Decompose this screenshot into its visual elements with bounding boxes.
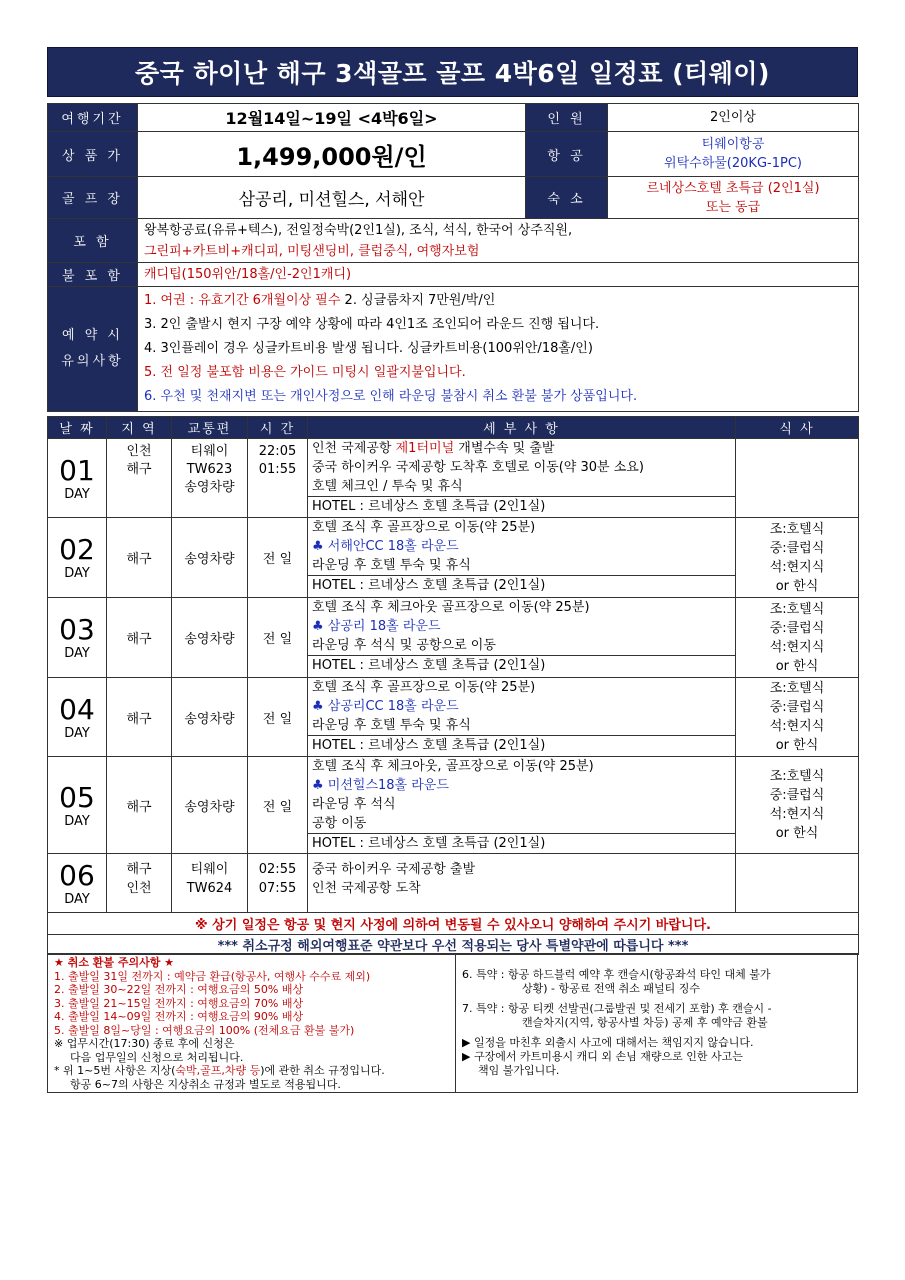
note-6: 6. 우천 및 천재지변 또는 개인사정으로 인해 라운딩 불참시 취소 환불 불가 상품입니다.	[144, 389, 638, 404]
time: 전 일	[248, 518, 308, 598]
golf-label: 골 프 장	[48, 177, 138, 219]
period-label: 여행기간	[48, 104, 138, 132]
hotel-value	[608, 177, 859, 219]
day-number: 06	[59, 858, 95, 892]
detail-line: 호텔 조식 후 골프장으로 이동(약 25분)	[312, 680, 536, 695]
golf-value: 삼공리, 미션힐스, 서해안	[138, 177, 526, 219]
cancel-policy-right	[456, 954, 857, 1092]
meal-cell: 조:호텔식 중:클럽식 석:현지식 or 한식	[736, 598, 859, 678]
day-number: 02	[59, 533, 95, 566]
header-details: 세 부 사 항	[308, 417, 736, 439]
region: 해구	[107, 518, 172, 598]
details-cell	[308, 854, 736, 913]
time: 22:05	[258, 444, 297, 459]
detail-line: 라운딩 후 호텔 투숙 및 휴식	[312, 718, 471, 733]
include-label: 포 함	[48, 219, 138, 263]
day-row-2	[48, 518, 859, 598]
day-number: 04	[59, 692, 95, 726]
cancel-item: 2. 출발일 30~22일 전까지 : 여행요금의 50% 배상	[54, 983, 304, 996]
day-row-3	[48, 598, 859, 678]
meal-cell	[736, 854, 859, 913]
cancel-item: 5. 출발일 8일~당일 : 여행요금의 100% (전체요금 환불 불가)	[54, 1023, 355, 1037]
air-line2: 위탁수하물(20KG-1PC)	[664, 156, 802, 171]
day-number: 05	[59, 780, 95, 814]
detail-line: 호텔 체크인 / 투숙 및 휴식	[312, 479, 463, 494]
day-label: DAY	[64, 891, 90, 907]
people-value: 2인이상	[608, 104, 859, 132]
day-label: DAY	[64, 725, 90, 741]
liability-note-cont: 책임 불가입니다.	[478, 1064, 560, 1077]
air-value	[608, 132, 859, 177]
cancel-item: 4. 출발일 14~09일 전까지 : 여행요금의 90% 배상	[54, 1010, 304, 1023]
rule-note: * 위 1~5번 사항은 지상(숙박,골프,차량 등)에 관한 취소 규정입니다.	[54, 1064, 385, 1077]
header-region: 지 역	[107, 417, 172, 439]
details-cell	[308, 678, 736, 757]
time: 전 일	[248, 598, 308, 678]
golf-round-line: ♣ 삼공리CC 18홀 라운드	[312, 699, 459, 714]
period-value: 12월14일~19일 <4박6일>	[138, 104, 526, 132]
note-3: 3. 2인 출발시 현지 구장 예약 상황에 따라 4인1조 조인되어 라운드 진행 됩니다.	[144, 317, 600, 332]
time: 전 일	[248, 757, 308, 854]
note-4: 4. 3인플레이 경우 싱글카트비용 발생 됩니다. 싱글카트비용(100위안/18홀/인)	[144, 341, 593, 356]
region-cell	[107, 854, 172, 913]
cancel-title: ★ 취소 환불 주의사항 ★	[54, 956, 175, 969]
detail-line: 호텔 조식 후 체크아웃 골프장으로 이동(약 25분)	[312, 600, 590, 615]
transport: 송영차량	[172, 598, 248, 678]
golf-round-line: ♣ 삼공리 18홀 라운드	[312, 619, 441, 634]
region: 인천	[126, 881, 152, 896]
note-2: 2. 싱글룸차지 7만원/박/인	[340, 293, 496, 308]
note-1-2	[144, 289, 852, 313]
special-term-6: 6. 특약 : 항공 하드블럭 예약 후 캔슬시(항공좌석 타인 대체 불가	[462, 968, 771, 981]
time: 01:55	[258, 462, 297, 477]
include-value	[138, 219, 859, 263]
transport-cell	[172, 439, 248, 518]
time-cell	[248, 439, 308, 518]
region: 해구	[126, 462, 152, 477]
detail-line: 호텔 조식 후 골프장으로 이동(약 25분)	[312, 520, 536, 535]
meal-cell: 조:호텔식 중:클럽식 석:현지식 or 한식	[736, 518, 859, 598]
include-line1: 왕복항공료(유류+텍스), 전일정숙박(2인1실), 조식, 석식, 한국어 상주직원,	[144, 222, 573, 238]
hotel-label: 숙 소	[526, 177, 608, 219]
special-term-7-cont: 캔슬차지(지역, 항공사별 차등) 공제 후 예약금 환불	[522, 1016, 768, 1029]
golf-round-line: ♣ 미션힐스18홀 라운드	[312, 778, 449, 793]
schedule-notice: ※ 상기 일정은 항공 및 현지 사정에 의하여 변동될 수 있사오니 양해하여 주시기 바랍니다.	[48, 913, 859, 935]
transport-cell	[172, 854, 248, 913]
hotel-line: HOTEL : 르네상스 호텔 초특급 (2인1실)	[308, 655, 735, 675]
liability-note: ▶ 구장에서 카트미용시 캐디 외 손님 재량으로 인한 사고는	[462, 1050, 743, 1063]
golf-round-line: ♣ 서해안CC 18홀 라운드	[312, 539, 459, 554]
exclude-label: 불 포 함	[48, 263, 138, 287]
meal-cell	[736, 439, 859, 518]
detail-line: 라운딩 후 석식	[312, 797, 396, 812]
details-cell	[308, 598, 736, 678]
note-5: 5. 전 일정 불포함 비용은 가이드 미팅시 일괄지불입니다.	[144, 365, 466, 380]
schedule-table	[47, 416, 859, 955]
notes-label-1: 예 약 시	[62, 328, 123, 343]
detail-line: 중국 하이커우 국제공항 도착후 호텔로 이동(약 30분 소요)	[312, 460, 644, 475]
include-line2: 그린피+카트비+캐디피, 미팅샌딩비, 클럽중식, 여행자보험	[144, 243, 480, 259]
day-cell	[48, 757, 107, 854]
detail-line: 인천 국제공항 제1터미널 개별수속 및 출발	[312, 441, 555, 456]
detail-line: 라운딩 후 석식 및 공항으로 이동	[312, 638, 496, 653]
transport: 송영차량	[172, 678, 248, 757]
hotel-line: HOTEL : 르네상스 호텔 초특급 (2인1실)	[308, 833, 735, 853]
header-transport: 교통편	[172, 417, 248, 439]
special-term-6-cont: 상황) - 항공료 전액 취소 패널티 징수	[522, 982, 701, 995]
header-meals: 식 사	[736, 417, 859, 439]
cancel-item: 1. 출발일 31일 전까지 : 예약금 환급(항공사, 여행사 수수료 제외)	[54, 969, 371, 983]
day-row-1	[48, 439, 859, 518]
day-label: DAY	[64, 813, 90, 829]
exclude-value: 캐디팁(150위안/18홀/인-2인1캐디)	[138, 263, 859, 287]
region: 해구	[126, 862, 152, 877]
cancel-policy-left	[48, 954, 456, 1092]
cancel-policy-notice: *** 취소규정 해외여행표준 약관보다 우선 적용되는 당사 특별약관에 따릅니다 ***	[48, 935, 859, 955]
day-cell	[48, 678, 107, 757]
detail-line: 중국 하이커우 국제공항 출발	[312, 862, 476, 877]
day-row-4	[48, 678, 859, 757]
people-label: 인 원	[526, 104, 608, 132]
detail-line: 인천 국제공항 도착	[312, 881, 421, 896]
transport: TW624	[186, 881, 233, 896]
notes-label-2: 유의사항	[61, 354, 124, 369]
day-row-6	[48, 854, 859, 913]
details-cell	[308, 439, 736, 518]
hotel-line: HOTEL : 르네상스 호텔 초특급 (2인1실)	[308, 496, 735, 516]
hotel-line1: 르네상스호텔 초특급 (2인1실)	[646, 180, 820, 196]
note-1: 1. 여권 : 유효기간 6개월이상 필수	[144, 293, 341, 308]
day-cell	[48, 439, 107, 518]
cancel-policy-box	[47, 953, 858, 1093]
header-time: 시 간	[248, 417, 308, 439]
notes-label	[48, 287, 138, 412]
transport: 송영차량	[172, 518, 248, 598]
day-number: 01	[59, 453, 95, 487]
day-cell	[48, 854, 107, 913]
day-number: 03	[59, 613, 95, 646]
air-line1: 티웨이항공	[701, 137, 765, 152]
day-label: DAY	[64, 566, 90, 581]
time-cell	[248, 854, 308, 913]
day-cell	[48, 598, 107, 678]
special-term-7: 7. 특약 : 항공 티켓 선발권(그룹발권 및 전세기 포함) 후 캔슬시 -	[462, 1002, 772, 1015]
day-label: DAY	[64, 646, 90, 661]
day-row-5	[48, 757, 859, 854]
transport: 티웨이	[190, 444, 229, 459]
transport: TW623	[186, 462, 233, 477]
meal-cell: 조:호텔식 중:클럽식 석:현지식 or 한식	[736, 678, 859, 757]
day-label: DAY	[64, 486, 90, 502]
price-value: 1,499,000원/인	[138, 132, 526, 177]
region: 해구	[107, 678, 172, 757]
office-hours-note: ※ 업무시간(17:30) 종료 후에 신청은	[54, 1037, 235, 1050]
cancel-item: 3. 출발일 21~15일 전까지 : 여행요금의 70% 배상	[54, 996, 304, 1010]
header-date: 날 짜	[48, 417, 107, 439]
detail-line: 라운딩 후 호텔 투숙 및 휴식	[312, 558, 471, 573]
region: 인천	[126, 444, 152, 459]
office-hours-note: 다음 업무일의 신청으로 처리됩니다.	[70, 1050, 244, 1064]
info-table	[47, 103, 859, 412]
time: 전 일	[248, 678, 308, 757]
page-title: 중국 하이난 해구 3색골프 골프 4박6일 일정표 (티웨이)	[47, 47, 858, 97]
rule-note: 항공 6~7의 사항은 지상취소 규정과 별도로 적용됩니다.	[70, 1077, 341, 1091]
day-cell	[48, 518, 107, 598]
price-label: 상 품 가	[48, 132, 138, 177]
region: 해구	[107, 757, 172, 854]
hotel-line: HOTEL : 르네상스 호텔 초특급 (2인1실)	[308, 575, 735, 595]
detail-line: 호텔 조식 후 체크아웃, 골프장으로 이동(약 25분)	[312, 759, 594, 774]
air-label: 항 공	[526, 132, 608, 177]
details-cell	[308, 518, 736, 598]
liability-note: ▶ 일정을 마친후 외출시 사고에 대해서는 책임지지 않습니다.	[462, 1036, 754, 1049]
time: 02:55	[258, 862, 297, 877]
transport: 송영차량	[184, 480, 235, 495]
detail-line: 공항 이동	[312, 816, 367, 831]
time: 07:55	[258, 881, 297, 896]
notes-list	[138, 287, 859, 412]
transport: 티웨이	[190, 862, 229, 877]
region: 해구	[107, 598, 172, 678]
transport: 송영차량	[172, 757, 248, 854]
meal-cell: 조:호텔식 중:클럽식 석:현지식 or 한식	[736, 757, 859, 854]
hotel-line: HOTEL : 르네상스 호텔 초특급 (2인1실)	[308, 735, 735, 755]
region-cell	[107, 439, 172, 518]
details-cell	[308, 757, 736, 854]
hotel-line2: 또는 동급	[705, 199, 761, 215]
